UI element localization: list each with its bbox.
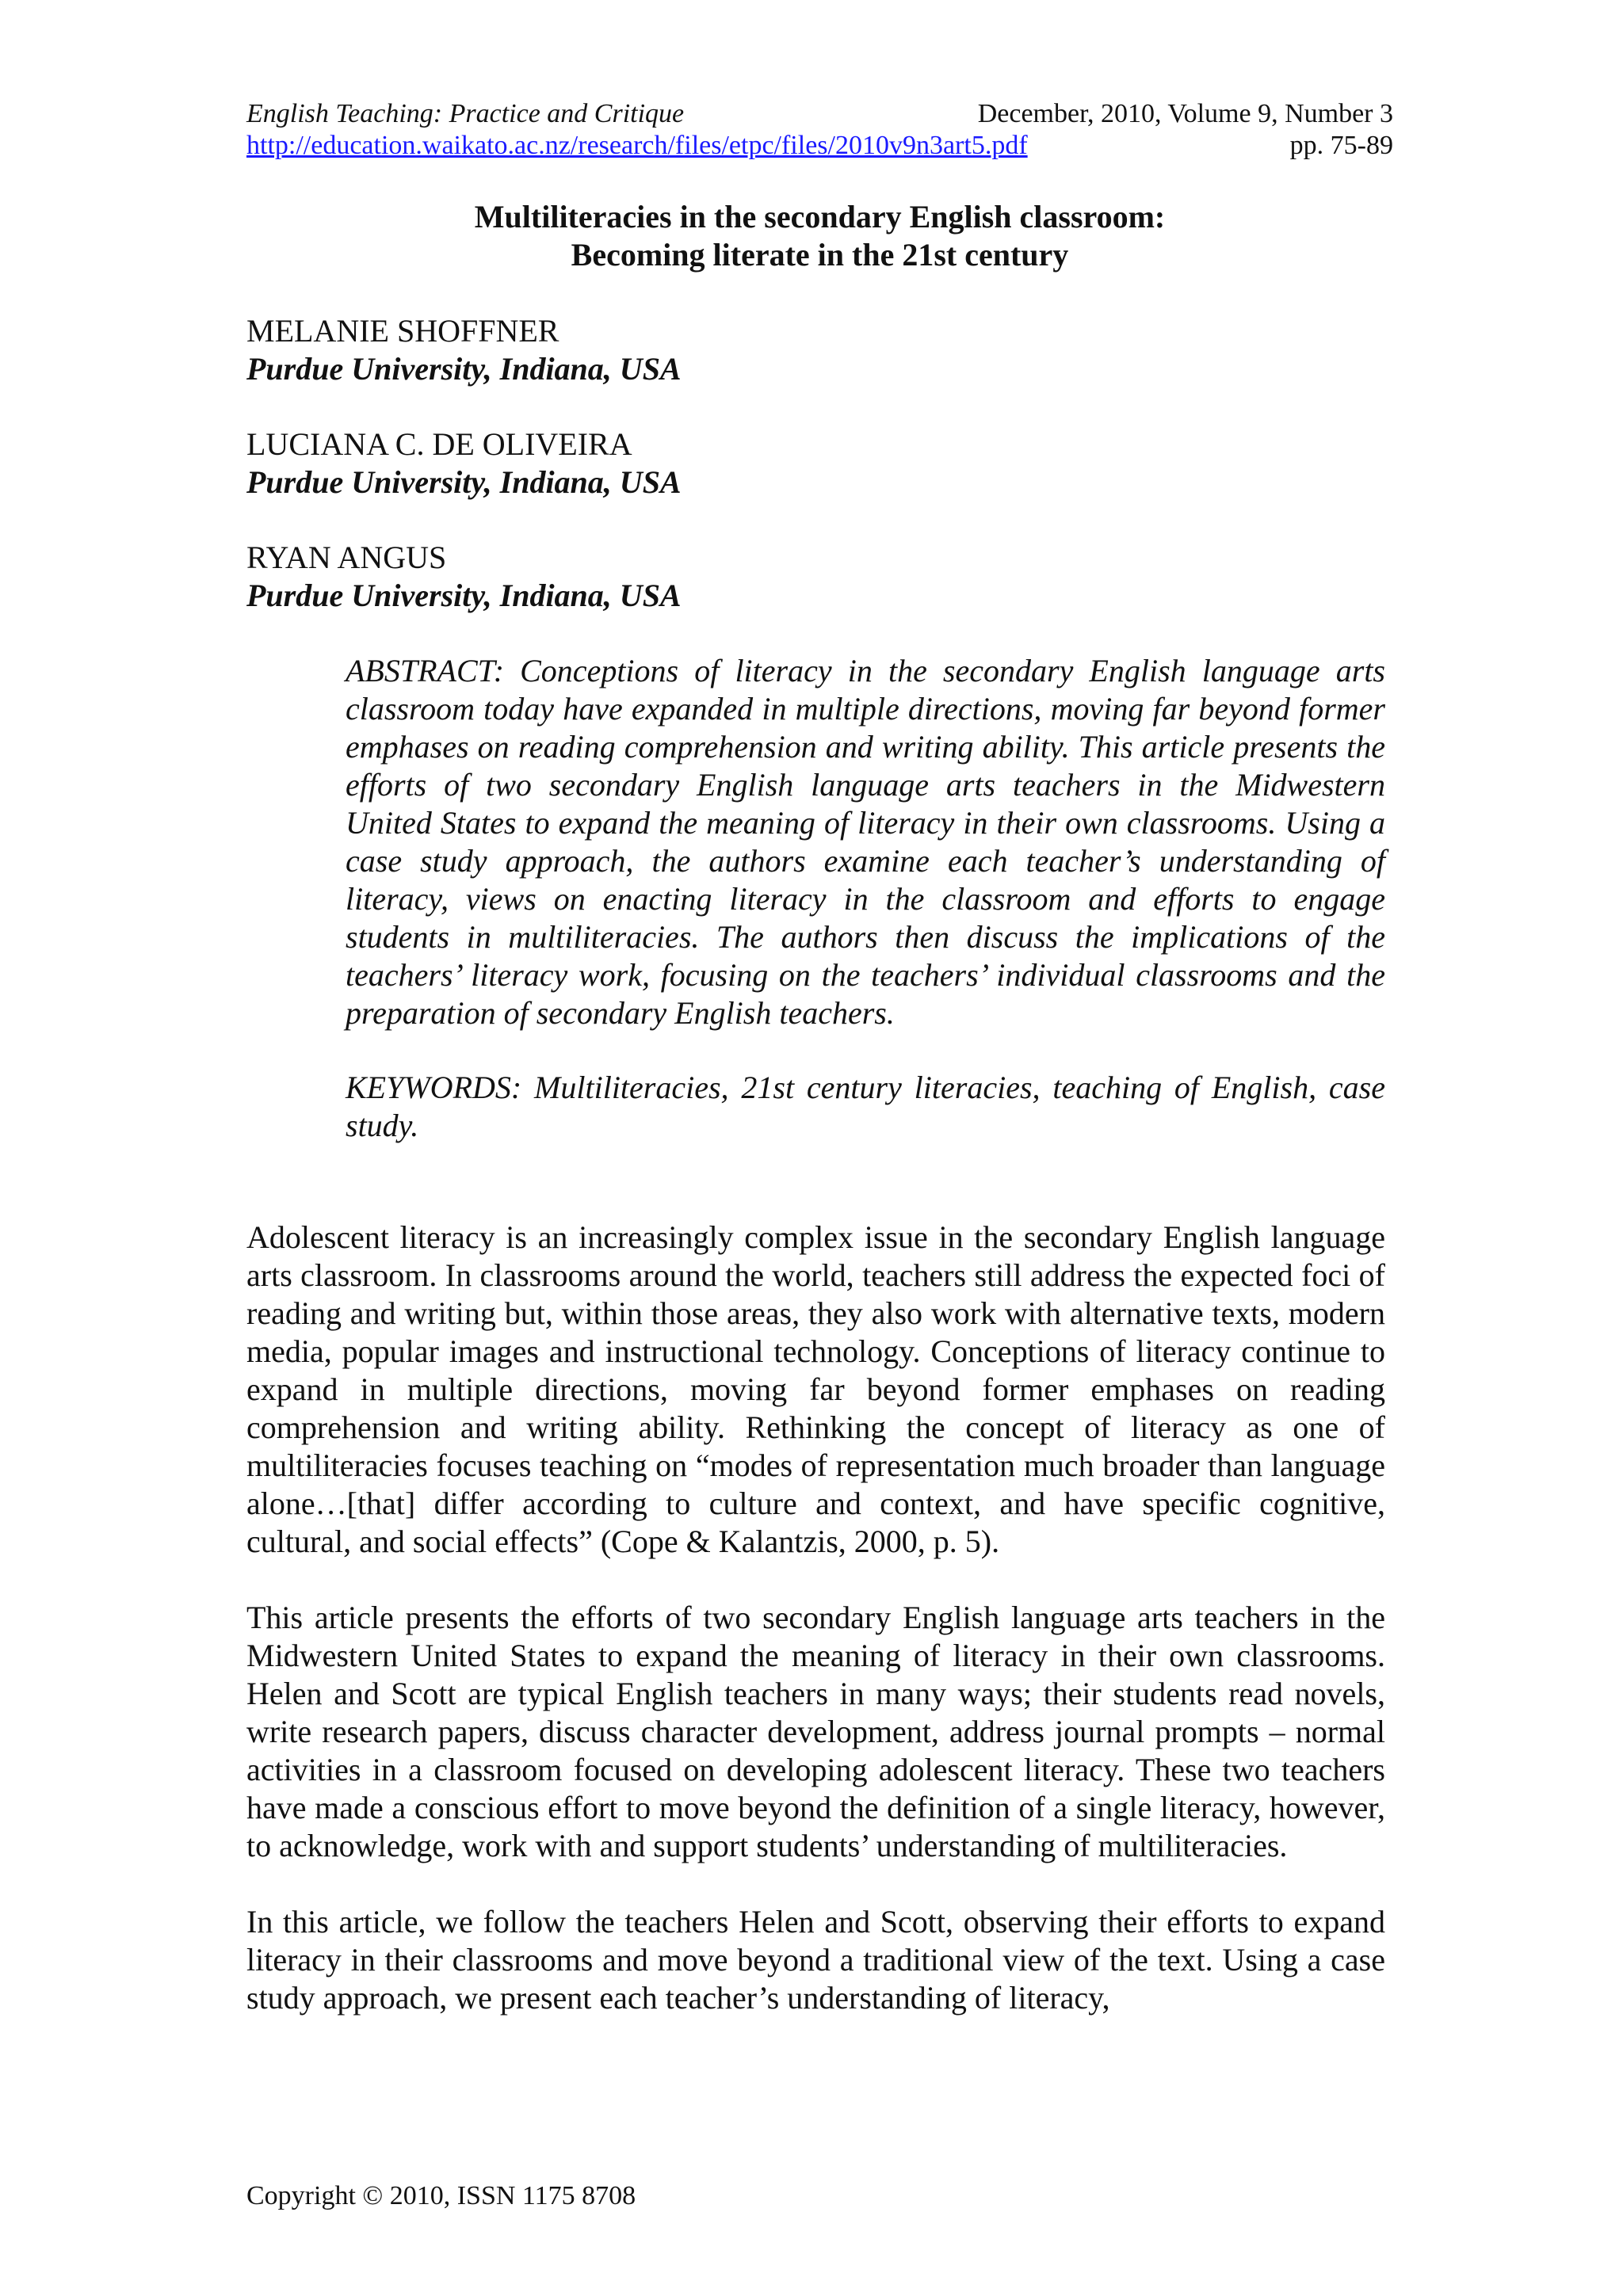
author-name: LUCIANA C. DE OLIVEIRA — [246, 426, 632, 462]
body-text — [246, 1219, 1385, 2055]
author-2 — [246, 425, 682, 502]
body-paragraph-1: Adolescent literacy is an increasingly complex issue in the secondary English language arts classroom. In classrooms around the world, teachers still address the expected foci of reading and writing but, within those areas, they also work with alternative texts, modern media, popular images and instructional technology. Conceptions of literacy continue to expand in multiple directions, moving far beyond former emphases on reading comprehension and writing ability. Rethinking the concept of literacy as one of multiliteracies focuses teaching on “modes of representation much broader than language alone…[that] differ according to culture and context, and have specific cognitive, cultural, and social effects” (Cope & Kalantzis, 2000, p. 5). — [246, 1219, 1385, 1559]
article-url-link[interactable]: http://education.waikato.ac.nz/research/files/etpc/files/2010v9n3art5.pdf — [246, 131, 1028, 160]
issue-info: December, 2010, Volume 9, Number 3 — [977, 99, 1393, 128]
journal-name: English Teaching: Practice and Critique — [246, 99, 685, 128]
author-name: MELANIE SHOFFNER — [246, 313, 559, 349]
body-paragraph-3: In this article, we follow the teachers Helen and Scott, observing their efforts to expand literacy in their classrooms and move beyond a traditional view of the text. Using a case study approach, we present each teacher’s understanding of literacy, — [246, 1904, 1385, 2016]
keywords: KEYWORDS: Multiliteracies, 21st century literacies, teaching of English, case study. — [346, 1070, 1385, 1143]
author-3 — [246, 539, 682, 615]
author-name: RYAN ANGUS — [246, 540, 447, 575]
article-title — [246, 198, 1393, 274]
author-affiliation: Purdue University, Indiana, USA — [246, 578, 682, 613]
title-line-1: Multiliteracies in the secondary English classroom: — [474, 199, 1166, 235]
copyright-footer: Copyright © 2010, ISSN 1175 8708 — [246, 2181, 636, 2210]
abstract: ABSTRACT: Conceptions of literacy in the secondary English language arts classroom today have expanded in multiple directions, moving far beyond former emphases on reading comprehension and writing ability. This article presents the efforts of two secondary English language arts teachers in the Midwestern United States to expand the meaning of literacy in their own classrooms. Using a case study approach, the authors examine each teacher’s understanding of literacy, views on enacting literacy in the classroom and efforts to engage students in multiliteracies. The authors then discuss the implications of the teachers’ literacy work, focusing on the teachers’ individual classrooms and the preparation of secondary English teachers. — [346, 653, 1385, 1031]
author-affiliation: Purdue University, Indiana, USA — [246, 464, 682, 500]
author-affiliation: Purdue University, Indiana, USA — [246, 351, 682, 387]
body-paragraph-2: This article presents the efforts of two secondary English language arts teachers in the Midwestern United States to expand the meaning of literacy in their own classrooms. Helen and Scott are typical English teachers in many ways; their students read novels, write research papers, discuss character development, address journal prompts – normal activities in a classroom focused on developing adolescent literacy. These two teachers have made a conscious effort to move beyond the definition of a single literacy, however, to acknowledge, work with and support students’ understanding of multiliteracies. — [246, 1600, 1385, 1863]
title-line-2: Becoming literate in the 21st century — [571, 237, 1069, 273]
author-1 — [246, 312, 682, 388]
page-range: pp. 75-89 — [1289, 131, 1393, 160]
